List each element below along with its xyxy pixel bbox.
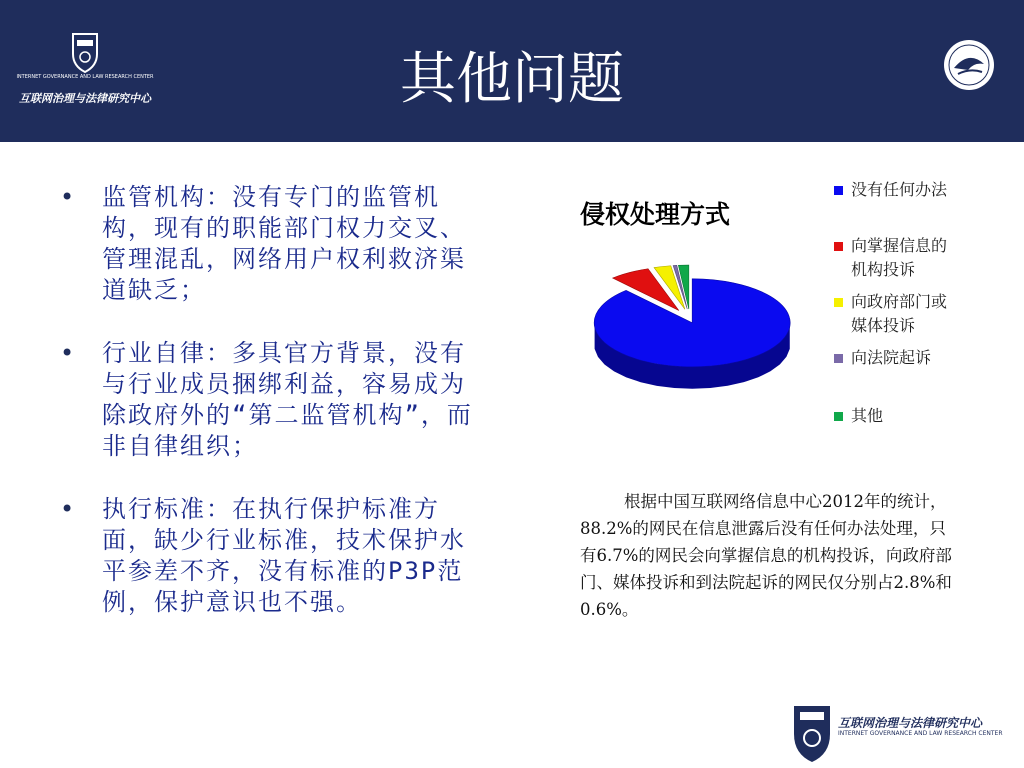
legend-label: 没有任何办法: [851, 180, 948, 199]
legend-swatch: [834, 412, 843, 421]
bullet-text: 行业自律：多具官方背景，没有与行业成员捆绑利益，容易成为除政府外的“第二监管机构”，而非自律组织；: [102, 339, 473, 460]
bullet-text: 监管机构：没有专门的监管机构，现有的职能部门权力交叉、管理混乱，网络用户权利救济渠道缺乏；: [102, 183, 466, 304]
bullet-dot-icon: •: [60, 183, 75, 211]
footer-cn-text: 互联网治理与法律研究中心: [838, 716, 983, 730]
list-item: [60, 494, 490, 618]
legend-label: 向法院起诉: [851, 348, 932, 367]
bullet-dot-icon: •: [60, 495, 75, 523]
pie-slice: [594, 279, 790, 367]
legend-label: 向政府部门或 媒体投诉: [851, 292, 948, 335]
legend-label: 向掌握信息的 机构投诉: [851, 236, 948, 279]
list-item: [60, 182, 490, 306]
university-seal-icon: [942, 38, 996, 92]
legend-swatch: [834, 354, 843, 363]
center-logo-cn-text: 互联网治理与法律研究中心: [19, 92, 151, 105]
bullet-list: [60, 182, 490, 650]
footer-shield-icon: [790, 700, 834, 764]
chart-title: 侵权处理方式: [580, 200, 731, 229]
list-item: [60, 338, 490, 462]
header-bar: [0, 0, 1024, 142]
bullet-text: 执行标准：在执行保护标准方面，缺少行业标准，技术保护水平参差不齐，没有标准的P3P范例，保护意识也不强。: [102, 495, 466, 616]
legend-swatch: [834, 298, 843, 307]
pie-chart: [570, 170, 810, 410]
footer-logo: [790, 700, 1010, 764]
legend-swatch: [834, 242, 843, 251]
page-title: 其他问题: [400, 47, 624, 112]
legend-label: 其他: [851, 406, 884, 425]
footer-en-text: INTERNET GOVERNANCE AND LAW RESEARCH CENTER: [838, 730, 1003, 737]
center-logo-en-text: INTERNET GOVERNANCE AND LAW RESEARCH CENTER: [16, 74, 154, 80]
legend-swatch: [834, 186, 843, 195]
statistics-note: 根据中国互联网络信息中心2012年的统计，88.2%的网民在信息泄露后没有任何办法处理，只有6.7%的网民会向掌握信息的机构投诉，向政府部门、媒体投诉和到法院起诉的网民仅分别占2.8%和0.6%。: [580, 492, 952, 619]
bullet-dot-icon: •: [60, 339, 75, 367]
